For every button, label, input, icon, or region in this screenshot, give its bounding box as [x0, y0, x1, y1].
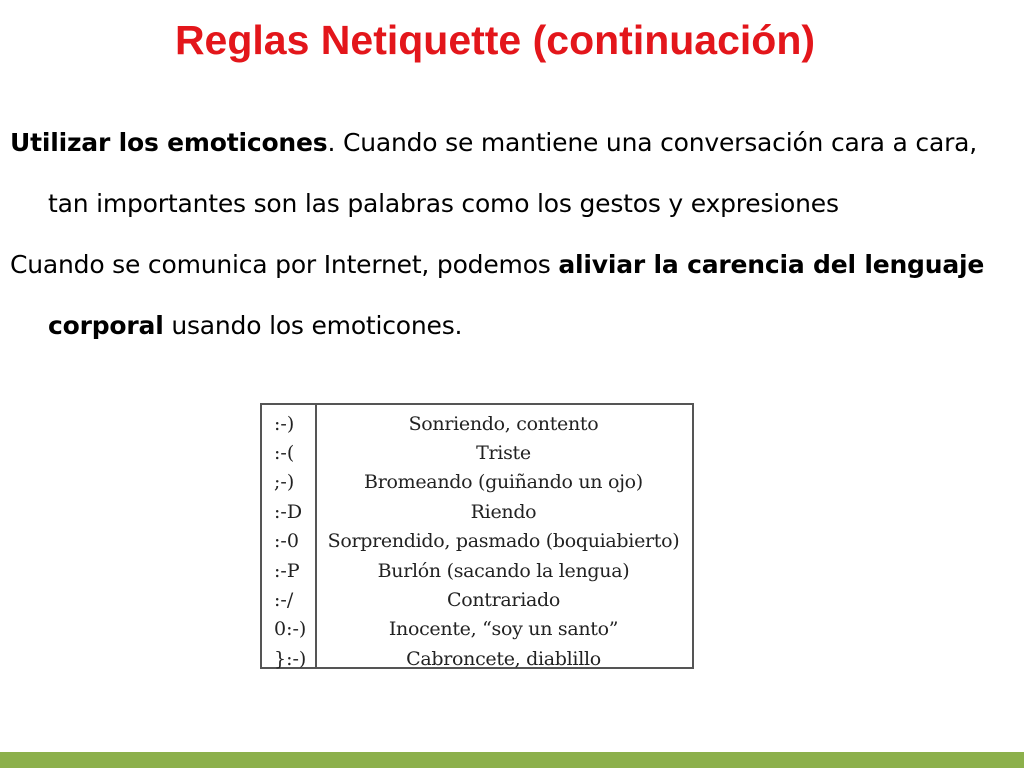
emoticon-meaning: Contrariado [446, 589, 561, 612]
bottom-accent-bar [0, 752, 1024, 768]
slide-title: Reglas Netiquette (continuación) [174, 17, 816, 63]
emoticon-symbol: :-D [274, 500, 303, 523]
emoticon-meaning: Bromeando (guiñando un ojo) [364, 471, 643, 494]
emoticon-symbol: :-0 [274, 530, 299, 553]
emoticon-symbol: }:-) [274, 647, 307, 670]
emoticon-meaning: Riendo [470, 500, 537, 523]
emoticon-meaning: Burlón (sacando la lengua) [377, 559, 630, 582]
emoticon-rows [262, 409, 692, 674]
emoticon-meaning: Inocente, “soy un santo” [388, 618, 619, 641]
emoticon-meaning: Sorprendido, pasmado (boquiabierto) [327, 530, 680, 553]
table-row [262, 468, 692, 497]
table-row [262, 527, 692, 556]
emoticon-meaning: Triste [476, 442, 531, 465]
emoticon-table [260, 403, 694, 669]
table-row [262, 585, 692, 614]
table-row [262, 556, 692, 585]
paragraph-emoticons-intro [10, 112, 1015, 234]
table-row [262, 497, 692, 526]
paragraph-internet [10, 234, 1015, 356]
table-row [262, 409, 692, 438]
paragraph-2-post: usando los emoticones. [163, 311, 463, 340]
emoticon-symbol: :-( [274, 442, 295, 465]
emoticon-symbol: :-) [274, 412, 295, 435]
emoticon-symbol: :-/ [274, 589, 294, 612]
emoticon-symbol: ;-) [274, 471, 295, 494]
emoticon-meaning: Cabroncete, diablillo [406, 647, 601, 670]
emoticon-meaning: Sonriendo, contento [408, 412, 599, 435]
paragraph-1-text: . Cuando se mantiene una conversación cara a cara, tan importantes son las palabras como los gestos y expresiones [48, 128, 978, 218]
table-row [262, 644, 692, 673]
emoticon-symbol: :-P [274, 559, 300, 582]
emoticon-symbol: 0:-) [274, 618, 307, 641]
table-row [262, 615, 692, 644]
table-row [262, 438, 692, 467]
slide-body [10, 112, 1015, 356]
paragraph-1-bold: Utilizar los emoticones [10, 128, 328, 157]
paragraph-2-pre: Cuando se comunica por Internet, podemos [10, 250, 559, 279]
paragraph-2-bold: aliviar la carencia del lenguaje corporal [48, 250, 985, 340]
